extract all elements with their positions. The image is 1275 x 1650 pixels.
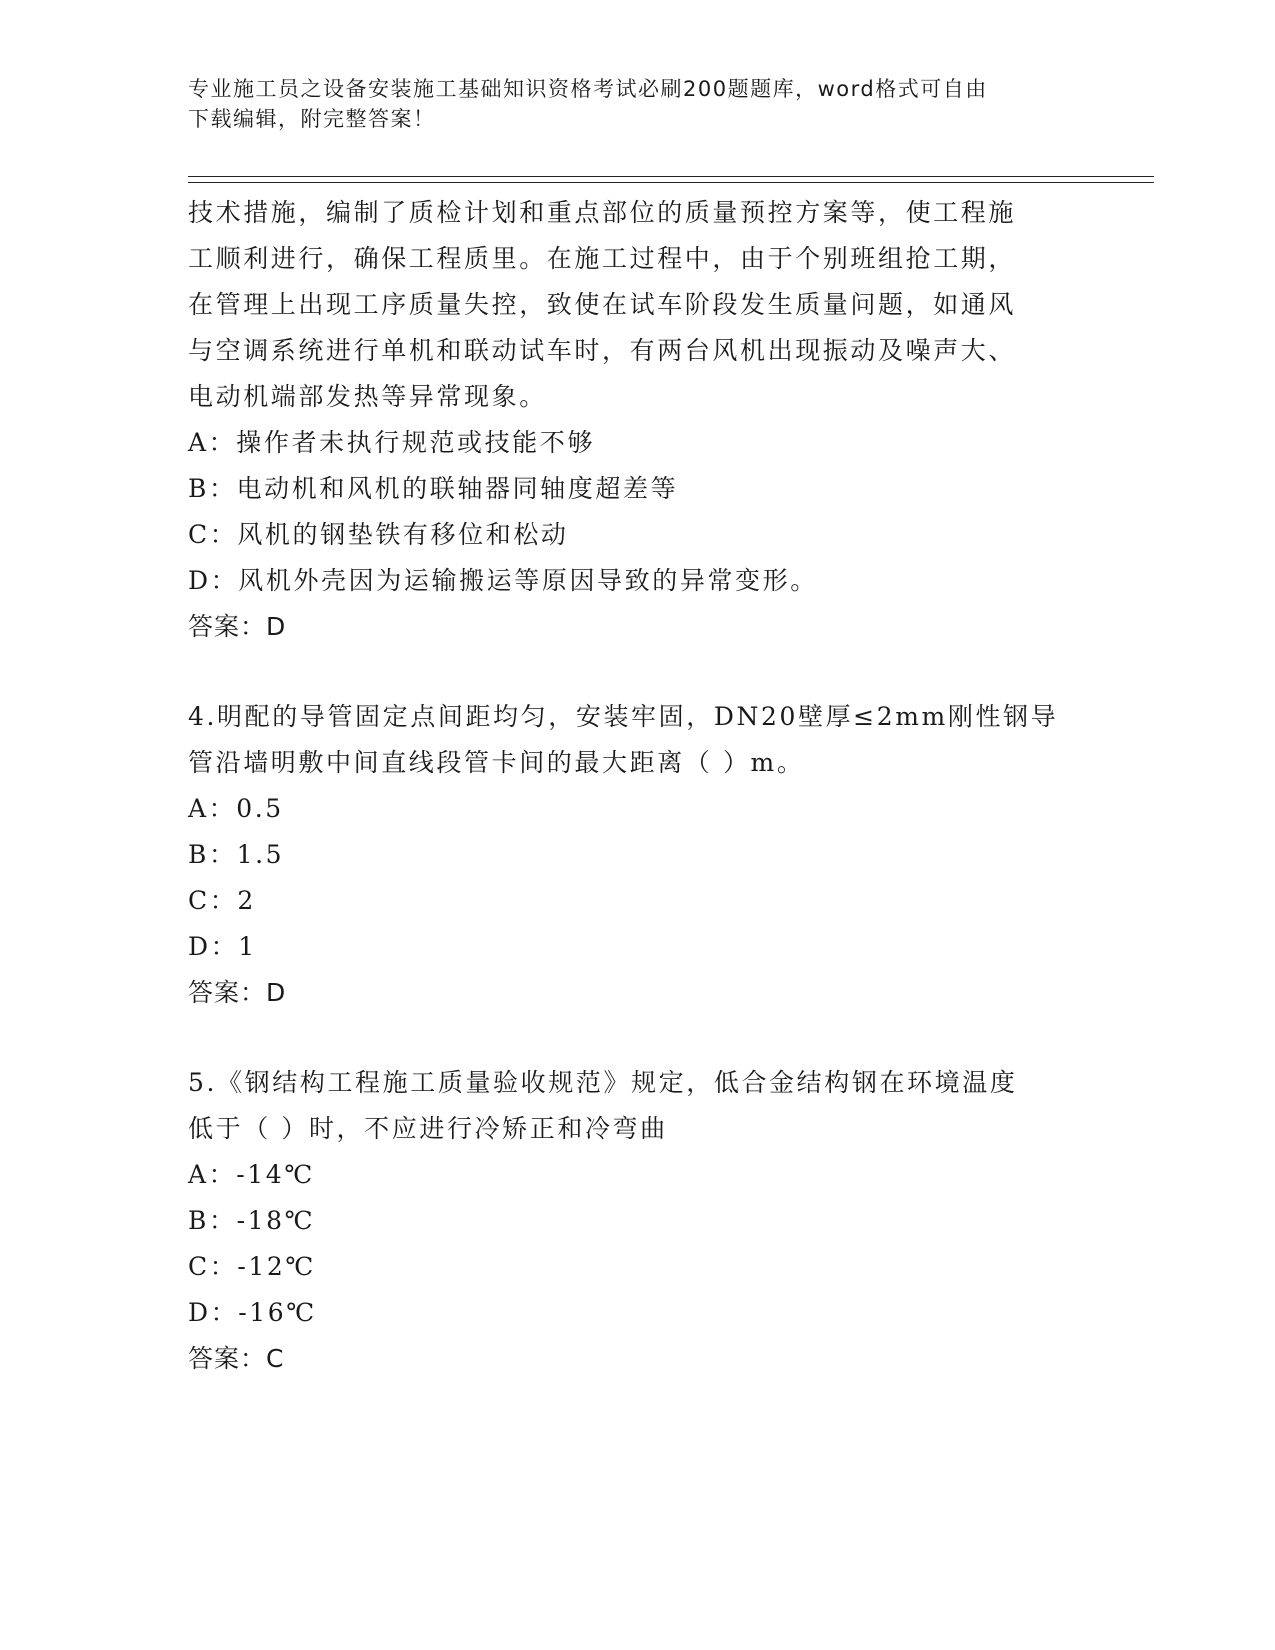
question-text-line: 电动机端部发热等异常现象。 xyxy=(188,382,547,411)
option-c: C：风机的钢垫铁有移位和松动 xyxy=(188,520,569,549)
option-b: B：1.5 xyxy=(188,840,285,869)
option-d: D：1 xyxy=(188,932,257,961)
answer-line: 答案：D xyxy=(188,978,287,1007)
question-text-line: 工顺利进行，确保工程质里。在施工过程中，由于个别班组抢工期， xyxy=(188,244,1017,273)
option-c: C：-12℃ xyxy=(188,1252,316,1281)
question-text-line: 技术措施，编制了质检计划和重点部位的质量预控方案等，使工程施 xyxy=(188,198,1017,227)
header-divider-top xyxy=(188,176,1154,177)
answer-line: 答案：D xyxy=(188,612,287,641)
spacer xyxy=(188,650,1088,694)
spacer xyxy=(188,1016,1088,1060)
option-d: D：-16℃ xyxy=(188,1298,317,1327)
option-c: C：2 xyxy=(188,886,256,915)
option-b: B：-18℃ xyxy=(188,1206,316,1235)
option-d: D：风机外壳因为运输搬运等原因导致的异常变形。 xyxy=(188,566,818,595)
option-a: A：0.5 xyxy=(188,794,284,823)
header-line-2: 下载编辑，附完整答案！ xyxy=(188,107,436,131)
question-3 xyxy=(188,190,1088,650)
page-header xyxy=(188,74,1068,134)
question-content xyxy=(188,190,1088,1382)
question-text-line: 与空调系统进行单机和联动试车时，有两台风机出现振动及噪声大、 xyxy=(188,336,1017,365)
question-text-line: 低于（ ）时，不应进行冷矫正和冷弯曲 xyxy=(188,1114,668,1143)
question-5 xyxy=(188,1060,1088,1382)
question-text-line: 在管理上出现工序质量失控，致使在试车阶段发生质量问题，如通风 xyxy=(188,290,1017,319)
option-b: B：电动机和风机的联轴器同轴度超差等 xyxy=(188,474,679,503)
answer-line: 答案：C xyxy=(188,1344,285,1373)
option-a: A：-14℃ xyxy=(188,1160,315,1189)
option-a: A：操作者未执行规范或技能不够 xyxy=(188,428,596,457)
question-text-line: 管沿墙明敷中间直线段管卡间的最大距离（ ）m。 xyxy=(188,748,805,777)
question-text-line: 4.明配的导管固定点间距均匀，安装牢固，DN20壁厚≤2mm刚性钢导 xyxy=(188,702,1059,731)
header-divider-bottom xyxy=(188,182,1154,183)
question-4 xyxy=(188,694,1088,1016)
question-text-line: 5.《钢结构工程施工质量验收规范》规定，低合金结构钢在环境温度 xyxy=(188,1068,1018,1097)
header-line-1: 专业施工员之设备安装施工基础知识资格考试必刷200题题库，word格式可自由 xyxy=(188,77,988,101)
